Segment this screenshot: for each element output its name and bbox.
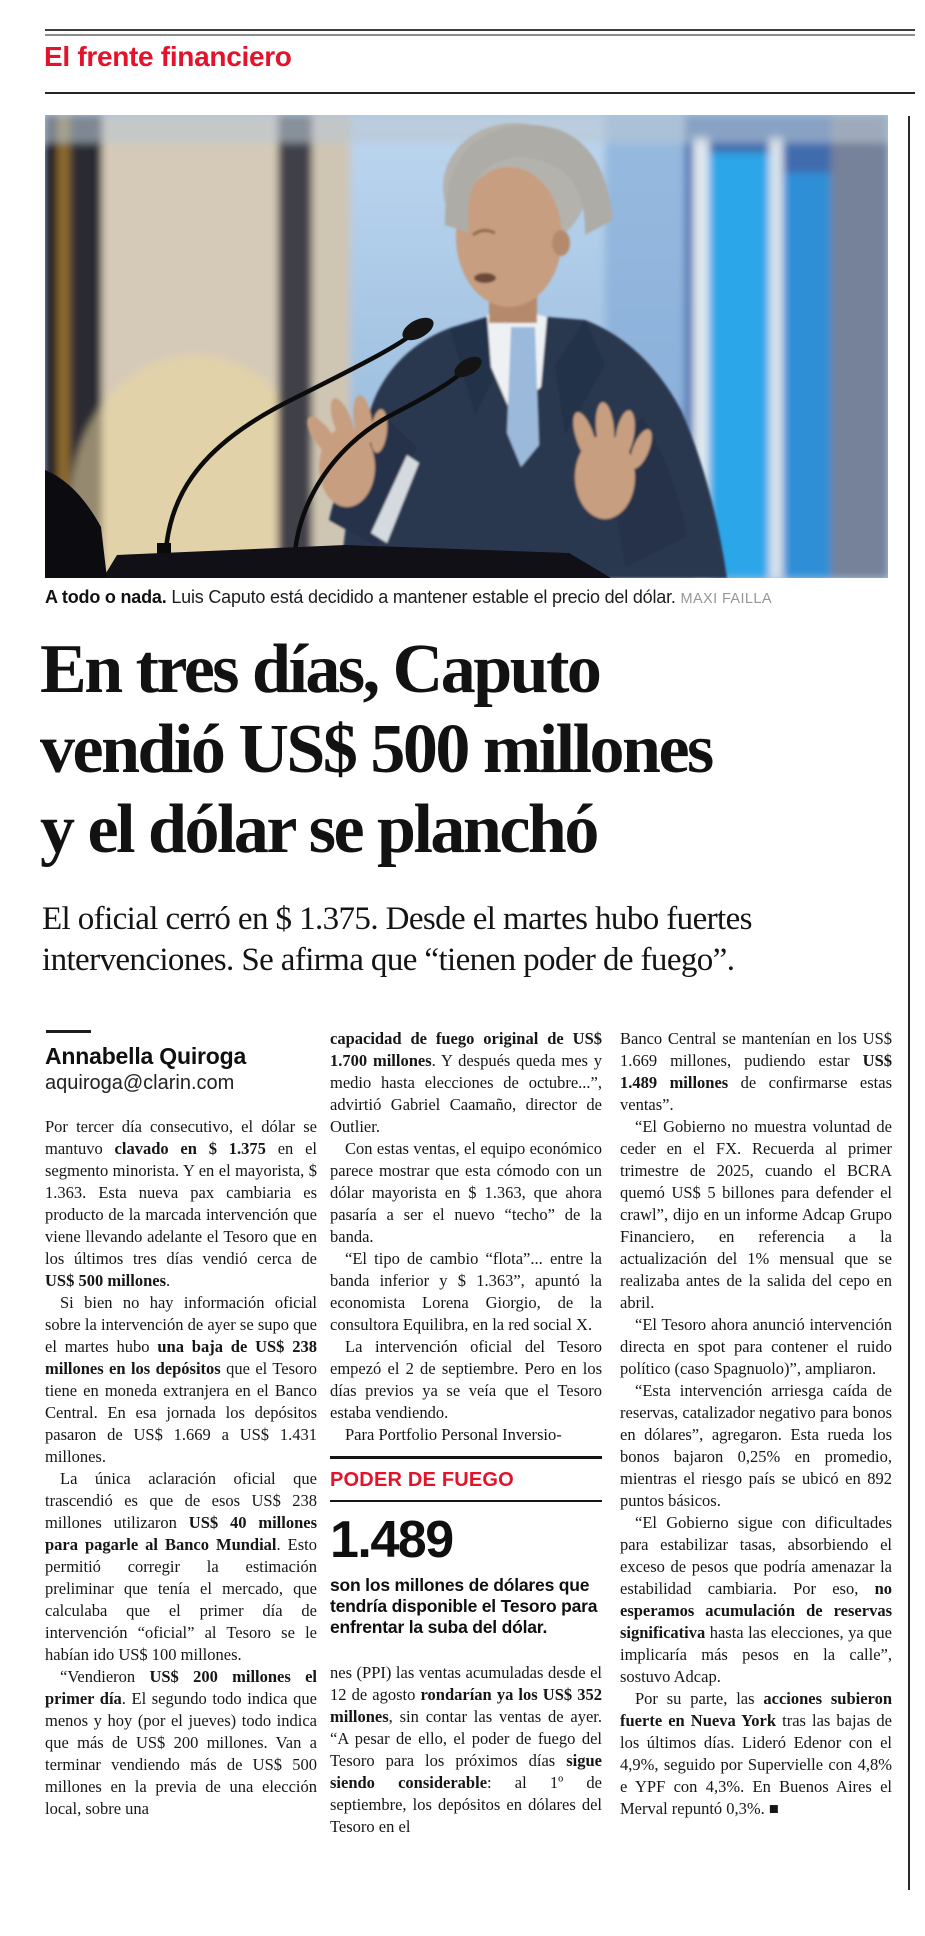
- factbox-number: 1.489: [330, 1511, 453, 1569]
- author-email: aquiroga@clarin.com: [45, 1072, 235, 1094]
- headline: En tres días, Caputo vendió US$ 500 millones y el dólar se planchó: [40, 631, 712, 868]
- section-kicker: El frente financiero: [44, 41, 292, 72]
- caption-credit: MAXI FAILLA: [680, 591, 772, 607]
- fact-box: [330, 1456, 602, 1638]
- body-column-2: [330, 1028, 602, 1900]
- photo-illustration: [45, 115, 888, 578]
- section-rule: [45, 92, 915, 94]
- column-2-top: capacidad de fuego original de US$ 1.700 millones. Y después queda mes y medio hasta elecciones de octubre...”, advirtió Gabriel Caamaño, director de Outlier. Con estas ventas, el equipo económico parece mostrar que esta cómodo con un dólar mayorista en $ 1.363, que ahora pasaría a ser el nuevo “techo” de la banda. “El tipo de cambio “flota”... entre la banda inferior y $ 1.363”, apuntó la economista Lorena Giorgio, de la consultora Equilibra, en la red social X. La intervención oficial del Tesoro empezó el 2 de septiembre. Pero en los días previos ya se veía que el Tesoro estaba vendiendo. Para Portfolio Personal Inversio-: [330, 1029, 602, 1444]
- article-photo: [45, 115, 888, 578]
- factbox-label: PODER DE FUEGO: [330, 1456, 602, 1502]
- right-column-rule: [908, 116, 910, 1890]
- body-column-1: Por tercer día consecutivo, el dólar se mantuvo clavado en $ 1.375 en el segmento minorista. Y en el mayorista, $ 1.363. Esta nueva pax cambiaria es producto de la marcada intervención que viene llevando adelante el Tesoro que en los últimos tres días vendió cerca de US$ 500 millones. Si bien no hay información oficial sobre la intervención de ayer se supo que el martes hubo una baja de US$ 238 millones en los depósitos que el Tesoro tiene en moneda extranjera en el Banco Central. En esa jornada los depósitos pasaron de US$ 1.669 a US$ 1.431 millones. La única aclaración oficial que trascendió es que de esos US$ 238 millones utilizaron US$ 40 millones para pagarle al Banco Mundial. Esto permitió corregir la estimación preliminar que tenía el mercado, que calculaba que el primer día de intervención “oficial” al Tesoro se le habían ido US$ 100 millones. “Vendieron US$ 200 millones el primer día. El segundo todo indica que menos y hoy (por el jueves) todo indica que más de US$ 200 millones. Van a terminar vendiendo más de US$ 500 millones en la previa de una elección local, sobre una: [45, 1117, 317, 1818]
- body-column-3: Banco Central se mantenían en los US$ 1.669 millones, pudiendo estar US$ 1.489 millones de confirmarse estas ventas”. “El Gobierno no muestra voluntad de ceder en el FX. Recuerda al primer trimestre de 2025, cuando el BCRA quemó US$ 5 billones para defender el crawl”, dijo en un informe Adcap Grupo Financiero, en referencia a la actualización del 1% mensual que se realizaba antes de la salida del cepo en abril. “El Tesoro ahora anunció intervención directa en spot para contener el ruido político (caso Spagnuolo)”, ampliaron. “Esta intervención arriesga caída de reservas, catalizador negativo para bonos en dólares”, agregaron. Esta rueda los bonos bajaron 0,25% en promedio, mientras el riesgo país se ubicó en 892 puntos básicos. “El Gobierno sigue con dificultades para estabilizar tasas, absorbiendo el exceso de pesos que podría amenazar la estabilidad cambiaria. Por eso, no esperamos acumulación de reservas significativa hasta las elecciones, ya que implicaría más pesos en la calle”, sostuvo Adcap. Por su parte, las acciones subieron fuerte en Nueva York tras las bajas de los últimos días. Lideró Edenor con el 4,9%, seguido por Supervielle con 4,8% e YPF con 4,3%. En Buenos Aires el Merval repuntó 0,3%. ■: [620, 1029, 892, 1818]
- column-2-bottom: nes (PPI) las ventas acumuladas desde el 12 de agosto rondarían ya los US$ 352 millones, sin contar las ventas de ayer. “A pesar de ello, el poder de fuego del Tesoro para los próximos días sigue siendo considerable: al 1º de septiembre, los depósitos en dólares del Tesoro en el: [330, 1663, 602, 1836]
- byline-rule: [46, 1030, 91, 1033]
- caption-lead: A todo o nada.: [45, 587, 167, 607]
- top-double-rule: [45, 29, 915, 36]
- caption-text: Luis Caputo está decidido a mantener estable el precio del dólar.: [166, 587, 681, 607]
- author-name: Annabella Quiroga: [45, 1043, 247, 1069]
- deck: El oficial cerró en $ 1.375. Desde el martes hubo fuertes intervenciones. Se afirma que “tienen poder de fuego”.: [42, 901, 752, 978]
- factbox-caption: son los millones de dólares que tendría disponible el Tesoro para enfrentar la suba del dólar.: [330, 1575, 598, 1637]
- photo-caption: [45, 587, 895, 608]
